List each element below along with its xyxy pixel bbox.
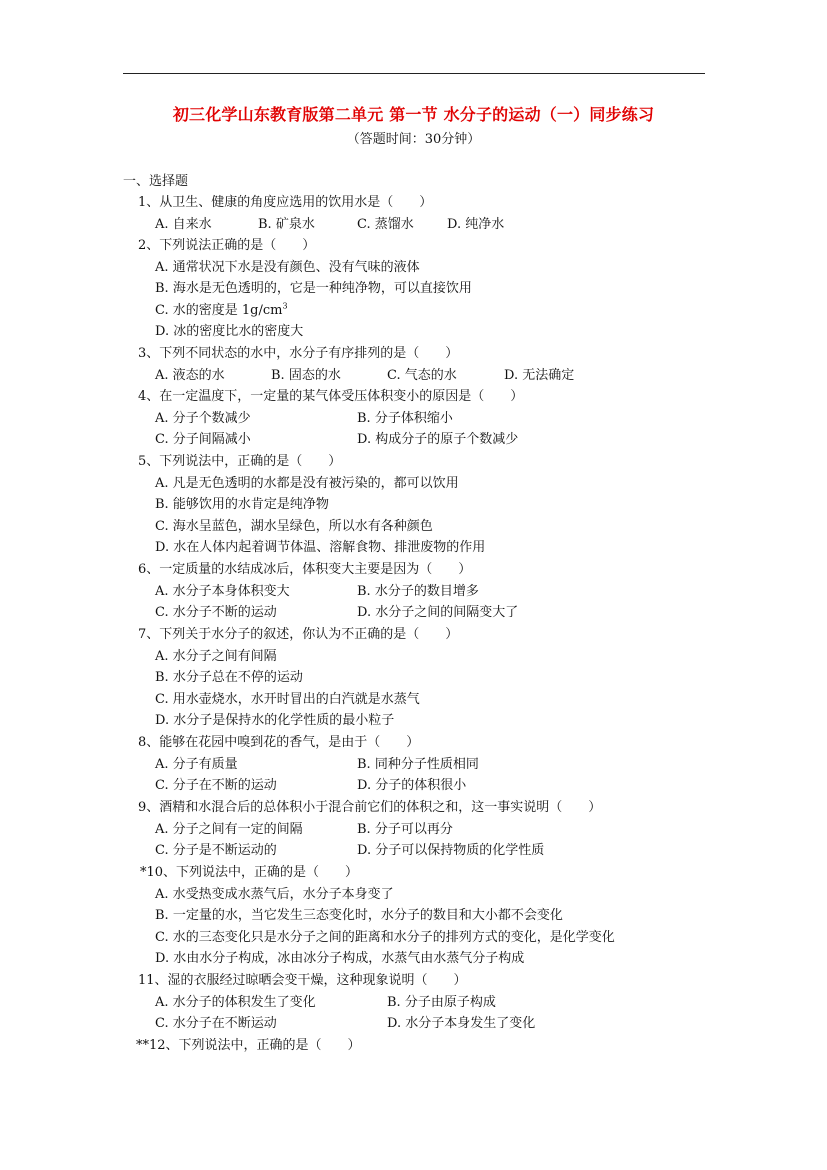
header-rule [123, 73, 705, 74]
option: B. 矿泉水 [258, 217, 315, 232]
option: B. 水分子的数目增多 [357, 584, 479, 599]
option: B. 海水是无色透明的，它是一种纯净物，可以直接饮用 [155, 281, 472, 296]
option: D. 分子的体积很小 [357, 778, 467, 793]
question-stem: 1、从卫生、健康的角度应选用的饮用水是（ ） [138, 195, 433, 210]
question-stem: 7、下列关于水分子的叙述，你认为不正确的是（ ） [138, 627, 459, 642]
page-subtitle: （答题时间：30分钟） [346, 132, 481, 147]
option: A. 水受热变成水蒸气后，水分子本身变了 [155, 887, 394, 902]
option: C. 气态的水 [387, 368, 457, 383]
superscript: 3 [282, 301, 288, 311]
question-stem: 8、能够在花园中嗅到花的香气，是由于（ ） [138, 735, 420, 750]
option: B. 水分子总在不停的运动 [155, 670, 303, 685]
question-stem: 3、下列不同状态的水中，水分子有序排列的是（ ） [138, 346, 459, 361]
option: C. 用水壶烧水，水开时冒出的白汽就是水蒸气 [155, 692, 420, 707]
option [155, 303, 288, 319]
question-stem: 6、一定质量的水结成冰后，体积变大主要是因为（ ） [138, 562, 472, 577]
option: B. 一定量的水，当它发生三态变化时，水分子的数目和大小都不会变化 [155, 908, 563, 923]
question-stem: 9、酒精和水混合后的总体积小于混合前它们的体积之和，这一事实说明（ ） [138, 800, 602, 815]
option: A. 自来水 [155, 217, 212, 232]
option: C. 分子间隔减小 [155, 432, 251, 447]
option: D. 水在人体内起着调节体温、溶解食物、排泄废物的作用 [155, 540, 486, 555]
option: D. 水分子是保持水的化学性质的最小粒子 [155, 713, 395, 728]
option: D. 无法确定 [504, 368, 575, 383]
option: A. 凡是无色透明的水都是没有被污染的，都可以饮用 [155, 476, 459, 491]
option: D. 水由水分子构成，冰由冰分子构成，水蒸气由水蒸气分子构成 [155, 951, 525, 966]
question-stem: 4、在一定温度下，一定量的某气体受压体积变小的原因是（ ） [138, 389, 524, 404]
option: D. 冰的密度比水的密度大 [155, 324, 304, 339]
option: C. 水分子在不断运动 [155, 1016, 277, 1031]
option: A. 水分子本身体积变大 [155, 584, 290, 599]
option: D. 纯净水 [447, 217, 505, 232]
option: A. 通常状况下水是没有颜色、没有气味的液体 [155, 260, 420, 275]
option: B. 同种分子性质相同 [357, 757, 479, 772]
option: C. 分子是不断运动的 [155, 843, 277, 858]
question-stem: **12、下列说法中，正确的是（ ） [136, 1038, 361, 1053]
option: B. 分子由原子构成 [387, 995, 496, 1010]
option: A. 水分子之间有间隔 [155, 649, 277, 664]
option: C. 水分子不断的运动 [155, 605, 277, 620]
option: A. 液态的水 [155, 368, 225, 383]
question-stem: 2、下列说法正确的是（ ） [138, 238, 316, 253]
option: C. 分子在不断的运动 [155, 778, 277, 793]
option: B. 固态的水 [271, 368, 341, 383]
question-stem: 5、下列说法中，正确的是（ ） [138, 454, 342, 469]
option: D. 水分子之间的间隔变大了 [357, 605, 519, 620]
option: B. 能够饮用的水肯定是纯净物 [155, 497, 329, 512]
option: A. 分子个数减少 [155, 411, 251, 426]
option: C. 海水呈蓝色，湖水呈绿色，所以水有各种颜色 [155, 519, 433, 534]
option: A. 分子有质量 [155, 757, 238, 772]
question-stem: *10、下列说法中，正确的是（ ） [140, 865, 359, 880]
option-text: C. 水的密度是 1g/cm [155, 303, 283, 318]
section-heading: 一、选择题 [123, 174, 189, 189]
option: A. 分子之间有一定的间隔 [155, 822, 303, 837]
page-title: 初三化学山东教育版第二单元 第一节 水分子的运动（一）同步练习 [172, 105, 655, 124]
option: C. 蒸馏水 [357, 217, 414, 232]
option: D. 构成分子的原子个数减少 [357, 432, 519, 447]
option: B. 分子可以再分 [357, 822, 453, 837]
question-stem: 11、湿的衣服经过晾晒会变干燥，这种现象说明（ ） [138, 973, 467, 988]
option: D. 水分子本身发生了变化 [387, 1016, 536, 1031]
option: C. 水的三态变化只是水分子之间的距离和水分子的排列方式的变化，是化学变化 [155, 930, 615, 945]
option: A. 水分子的体积发生了变化 [155, 995, 316, 1010]
option: D. 分子可以保持物质的化学性质 [357, 843, 545, 858]
option: B. 分子体积缩小 [357, 411, 453, 426]
